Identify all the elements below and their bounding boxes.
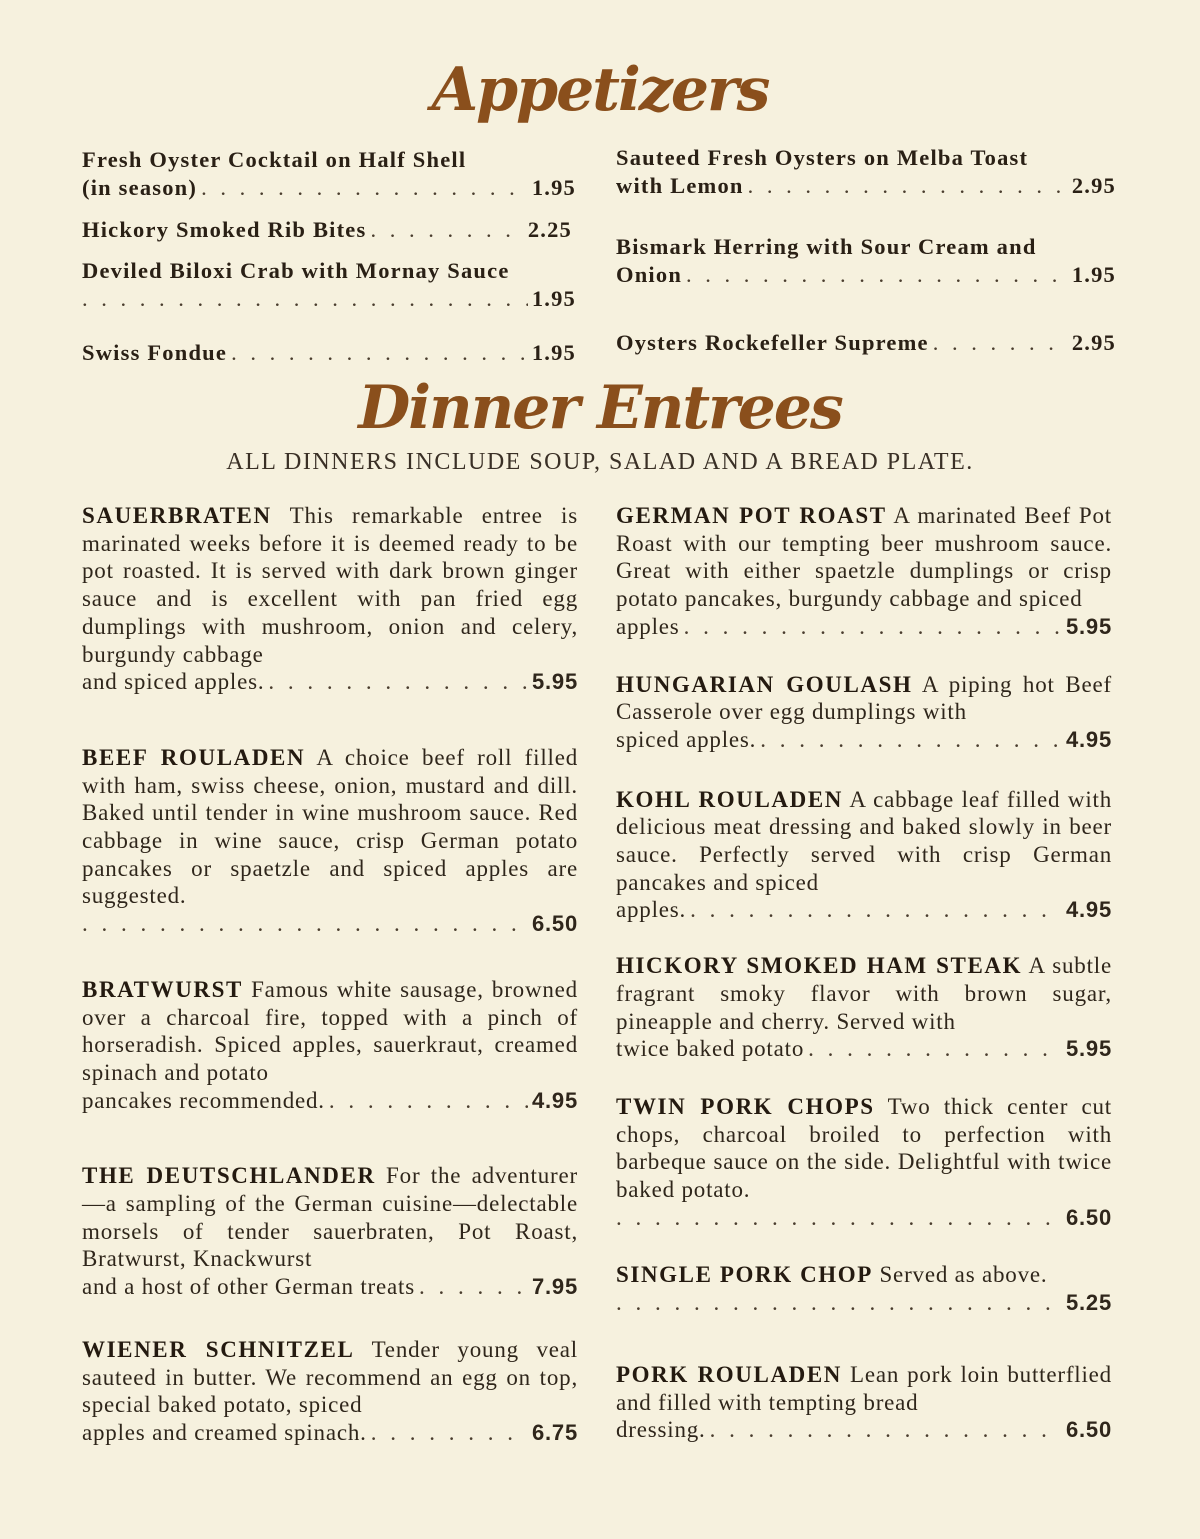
appetizer-price: 2.25 [527, 217, 572, 242]
appetizer-item [82, 216, 572, 244]
entree-item [616, 502, 1112, 641]
entree-name: WIENER SCHNITZEL [82, 1336, 355, 1362]
entree-price: 5.95 [531, 669, 578, 695]
leader-dots [616, 1289, 1062, 1317]
leader-dots [329, 1087, 528, 1115]
appetizer-item [616, 144, 1116, 200]
entrees-left-column [82, 502, 578, 1447]
entree-description: Tender young veal sauteed in butter. We recommend an egg on top, special baked potato, spiced [82, 1336, 578, 1418]
entree-price: 6.50 [1065, 1204, 1112, 1230]
entree-name: SAUERBRATEN [82, 503, 272, 528]
leader-dots [268, 668, 528, 696]
entree-description: Famous white sausage, browned over a charcoal fire, topped with a pinch of horseradish. Spiced apples, sauerkraut, creamed spinach and potato [82, 976, 578, 1085]
entree-price: 5.95 [1065, 613, 1112, 639]
appetizer-name: Deviled Biloxi Crab with Mornay Sauce [82, 258, 510, 283]
entree-name: THE DEUTSCHLANDER [82, 1163, 376, 1189]
entree-name: GERMAN POT ROAST [616, 503, 887, 528]
entree-description: Two thick center cut chops, charcoal broiled to perfection with barbeque sauce on the side. Delightful with twice baked potato. [616, 1093, 1112, 1203]
leader-dots [808, 1035, 1062, 1063]
entree-name: TWIN PORK CHOPS [616, 1093, 875, 1119]
entree-description: A marinated Beef Pot Roast with our tempting beer mushroom sauce. Great with either spaetzle dumplings or crisp potato pancakes, burgundy cabbage and spiced [616, 503, 1112, 612]
entree-description-end: and a host of other German treats [82, 1274, 415, 1300]
entree-name: SINGLE PORK CHOP [616, 1262, 873, 1288]
entree-description: Lean pork loin butterflied and filled with tempting bread [616, 1361, 1112, 1415]
leader-dots [371, 1419, 528, 1447]
entree-price: 6.75 [531, 1419, 578, 1445]
entree-price: 7.95 [531, 1274, 578, 1300]
entree-name: PORK ROULADEN [616, 1361, 843, 1387]
entree-description: A subtle fragrant smoky flavor with brown sugar, pineapple and cherry. Served with [616, 953, 1112, 1034]
entree-description-end: apples. [616, 897, 687, 923]
entree-item [616, 1261, 1112, 1316]
leader-dots [370, 216, 523, 244]
entree-item [82, 502, 578, 696]
entree-name: HUNGARIAN GOULASH [616, 671, 913, 697]
appetizer-price: 1.95 [531, 286, 576, 311]
entree-description-end: twice baked potato [616, 1036, 805, 1062]
leader-dots [933, 329, 1068, 357]
appetizer-name: Fresh Oyster Cocktail on Half Shell [82, 147, 467, 172]
entree-description-end: pancakes recommended. [82, 1087, 325, 1113]
leader-dots [231, 339, 528, 367]
leader-dots [760, 726, 1062, 754]
entree-price: 6.50 [531, 911, 578, 937]
entree-item [82, 1336, 578, 1447]
leader-dots [690, 896, 1062, 924]
leader-dots [201, 174, 528, 202]
appetizers-heading: Appetizers [431, 55, 769, 125]
appetizer-name: Sauteed Fresh Oysters on Melba Toast [616, 145, 1029, 170]
appetizer-name: Swiss Fondue [82, 340, 228, 365]
appetizer-name: Oysters Rockefeller Supreme [616, 330, 929, 355]
entree-description: A choice beef roll filled with ham, swiss cheese, onion, mustard and dill. Baked until tender in wine mushroom sauce. Red cabbage in wine sauce, crisp German potato pancakes or spaetzle and spiced apples are suggested. [82, 744, 579, 909]
entree-description-end: dressing. [616, 1417, 706, 1443]
appetizer-price: 1.95 [531, 175, 576, 200]
leader-dots [748, 172, 1068, 200]
leader-dots [82, 285, 528, 313]
entree-item [616, 671, 1112, 754]
entree-price: 5.25 [1065, 1290, 1112, 1316]
leader-dots [710, 1416, 1062, 1444]
entree-name: BEEF ROULADEN [82, 744, 306, 770]
appetizer-price: 2.95 [1071, 173, 1116, 198]
appetizer-price: 1.95 [1071, 262, 1116, 287]
entree-price: 4.95 [1065, 897, 1112, 923]
entree-description: A cabbage leaf filled with delicious meat dressing and baked slowly in beer sauce. Perfectly served with crisp German pancakes and spiced [616, 786, 1112, 895]
appetizers-right-column [616, 146, 1116, 357]
entree-description: This remarkable entree is marinated weeks before it is deemed ready to be pot roasted. It is served with dark brown ginger sauce and is excellent with pan fried egg dumplings with mushroom, onion and celery, burgundy cabbage [82, 503, 578, 667]
appetizer-item [82, 257, 576, 313]
entree-name: BRATWURST [82, 976, 243, 1002]
appetizer-name-cont: (in season) [82, 175, 198, 200]
appetizer-item [616, 329, 1116, 357]
entree-description-end: spiced apples. [616, 726, 757, 752]
entree-description-end: apples and creamed spinach. [82, 1419, 367, 1445]
entree-item [82, 744, 578, 938]
appetizer-name: Hickory Smoked Rib Bites [82, 217, 367, 242]
appetizer-item [82, 146, 576, 202]
entree-item [616, 786, 1112, 925]
entree-item [82, 976, 578, 1115]
entree-description: For the adventurer—a sampling of the German cuisine—delectable morsels of tender sauerbraten, Pot Roast, Bratwurst, Knackwurst [82, 1163, 578, 1272]
entree-name: KOHL ROULADEN [616, 786, 843, 812]
entree-price: 5.95 [1065, 1036, 1112, 1062]
entrees-subtitle: ALL DINNERS INCLUDE SOUP, SALAD AND A BREAD PLATE. [226, 449, 974, 475]
appetizer-price: 2.95 [1071, 330, 1116, 355]
appetizer-price: 1.95 [531, 340, 576, 365]
entree-description: Served as above. [879, 1262, 1048, 1288]
entree-price: 6.50 [1065, 1417, 1112, 1443]
entree-price: 4.95 [531, 1087, 578, 1113]
entree-name: HICKORY SMOKED HAM STEAK [616, 953, 1023, 979]
dinner-entrees-heading: Dinner Entrees [358, 373, 842, 443]
entree-item [616, 952, 1112, 1063]
entree-description-end: apples [616, 613, 680, 639]
appetizer-name-cont: Onion [616, 262, 683, 287]
entree-description-end: and spiced apples. [82, 669, 265, 695]
appetizer-name-cont: with Lemon [616, 173, 744, 198]
appetizer-item [82, 339, 576, 367]
entree-item [82, 1162, 578, 1301]
entrees-right-column [616, 502, 1112, 1444]
leader-dots [686, 261, 1068, 289]
leader-dots [82, 910, 528, 938]
leader-dots [419, 1273, 528, 1301]
appetizer-item [616, 233, 1116, 289]
appetizer-name: Bismark Herring with Sour Cream and [616, 234, 1037, 259]
entree-price: 4.95 [1065, 726, 1112, 752]
leader-dots [684, 613, 1062, 641]
entree-description: A piping hot Beef Casserole over egg dumplings with [616, 671, 1113, 725]
appetizers-left-column [82, 146, 576, 367]
leader-dots [616, 1204, 1062, 1232]
entree-item [616, 1093, 1112, 1232]
entree-item [616, 1361, 1112, 1444]
